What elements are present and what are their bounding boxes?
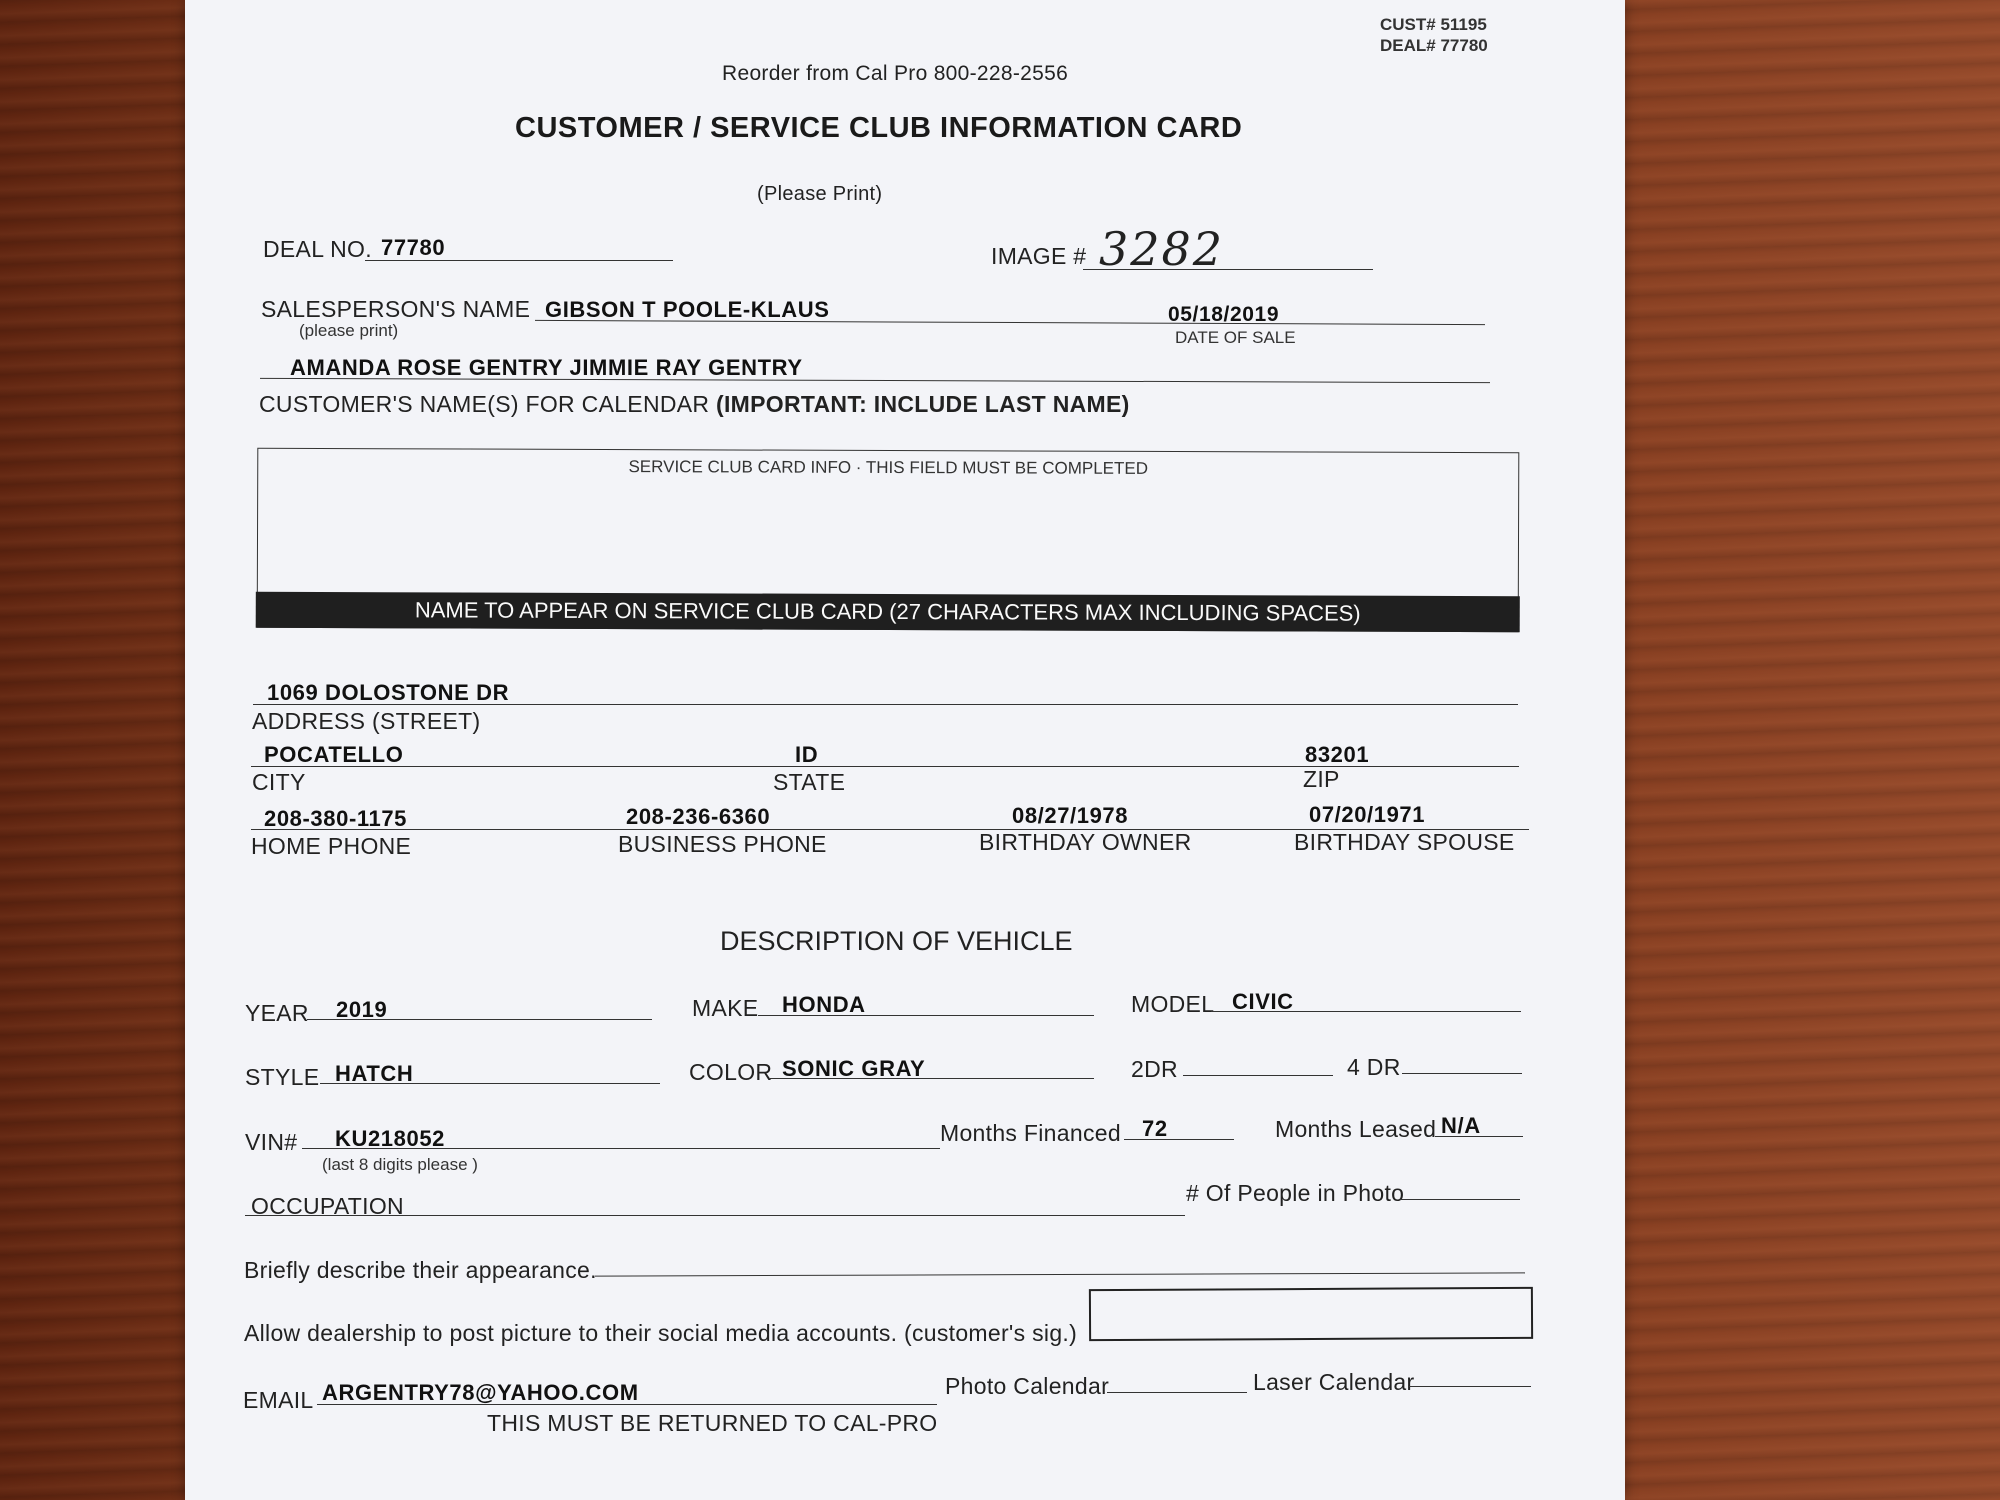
model-label: MODEL	[1131, 991, 1215, 1017]
email-value[interactable]: ARGENTRY78@YAHOO.COM	[322, 1380, 639, 1405]
vin-note: (last 8 digits please )	[322, 1155, 478, 1174]
street-label: ADDRESS (STREET)	[252, 708, 481, 734]
state-value[interactable]: ID	[795, 742, 819, 767]
street-value[interactable]: 1069 DOLOSTONE DR	[267, 680, 510, 705]
model-value[interactable]: CIVIC	[1232, 989, 1294, 1014]
color-value[interactable]: SONIC GRAY	[782, 1056, 926, 1081]
salesperson-sublabel: (please print)	[299, 321, 399, 340]
four-door-label: 4 DR	[1347, 1054, 1401, 1080]
months-leased-label: Months Leased	[1275, 1116, 1437, 1142]
months-financed-value[interactable]: 72	[1142, 1116, 1168, 1141]
zip-value[interactable]: 83201	[1305, 742, 1370, 767]
people-in-photo-label: # Of People in Photo	[1186, 1180, 1405, 1206]
color-label: COLOR	[689, 1059, 773, 1085]
business-phone-value[interactable]: 208-236-6360	[626, 804, 771, 829]
birthday-owner-label: BIRTHDAY OWNER	[979, 829, 1192, 855]
salesperson-label: SALESPERSON'S NAME	[261, 296, 531, 322]
city-value[interactable]: POCATELLO	[264, 742, 404, 767]
email-label: EMAIL	[243, 1387, 314, 1413]
vin-label: VIN#	[245, 1129, 298, 1155]
occupation-label: OCCUPATION	[251, 1193, 404, 1219]
home-phone-label: HOME PHONE	[251, 833, 412, 859]
business-phone-label: BUSINESS PHONE	[618, 831, 827, 857]
social-media-consent-label: Allow dealership to post picture to their social media accounts. (customer's sig.)	[244, 1320, 1078, 1346]
vin-value[interactable]: KU218052	[335, 1126, 445, 1151]
occupation-line[interactable]	[245, 1215, 1185, 1216]
cust-number: CUST# 51195	[1380, 15, 1487, 34]
customer-signature-box[interactable]	[1089, 1287, 1533, 1341]
service-card-heading: SERVICE CLUB CARD INFO · THIS FIELD MUST BE COMPLETED	[628, 457, 1149, 478]
customer-names-label: CUSTOMER'S NAME(S) FOR CALENDAR (IMPORTANT: INCLUDE LAST NAME)	[259, 391, 1130, 417]
salesperson-value[interactable]: GIBSON T POOLE-KLAUS	[545, 297, 830, 322]
months-leased-value[interactable]: N/A	[1441, 1113, 1481, 1138]
photo-calendar-label: Photo Calendar	[945, 1373, 1110, 1399]
service-card-banner: NAME TO APPEAR ON SERVICE CLUB CARD (27 CHARACTERS MAX INCLUDING SPACES)	[256, 592, 1520, 632]
date-of-sale-value[interactable]: 05/18/2019	[1168, 303, 1280, 326]
customer-names-value[interactable]: AMANDA ROSE GENTRY JIMMIE RAY GENTRY	[290, 355, 803, 380]
image-no-handwritten[interactable]: 3282	[1099, 222, 1225, 276]
months-financed-label: Months Financed	[940, 1120, 1121, 1146]
vehicle-heading: DESCRIPTION OF VEHICLE	[720, 926, 1073, 956]
birthday-owner-value[interactable]: 08/27/1978	[1012, 803, 1129, 828]
service-club-card-box[interactable]	[257, 448, 1520, 632]
card-ids	[1380, 14, 1488, 56]
style-label: STYLE	[245, 1064, 320, 1090]
laser-calendar-line[interactable]	[1409, 1386, 1531, 1387]
laser-calendar-label: Laser Calendar	[1253, 1369, 1415, 1395]
make-label: MAKE	[692, 995, 759, 1021]
two-door-line[interactable]	[1183, 1075, 1333, 1076]
city-label: CITY	[252, 769, 306, 795]
date-of-sale-label: DATE OF SALE	[1175, 328, 1296, 347]
zip-label: ZIP	[1303, 766, 1340, 792]
deal-number-corner: DEAL# 77780	[1380, 36, 1488, 55]
information-card	[185, 0, 1625, 1500]
please-print-note: (Please Print)	[757, 183, 883, 205]
birthday-spouse-value[interactable]: 07/20/1971	[1309, 802, 1426, 827]
state-label: STATE	[773, 769, 846, 795]
street-line	[253, 704, 1518, 705]
appearance-line[interactable]	[595, 1272, 1525, 1276]
four-door-line[interactable]	[1402, 1073, 1522, 1074]
people-in-photo-line[interactable]	[1400, 1199, 1520, 1200]
style-value[interactable]: HATCH	[335, 1061, 414, 1086]
home-phone-value[interactable]: 208-380-1175	[264, 806, 407, 831]
reorder-note: Reorder from Cal Pro 800-228-2556	[722, 62, 1069, 85]
year-value[interactable]: 2019	[336, 997, 388, 1022]
appearance-label: Briefly describe their appearance.	[244, 1257, 597, 1283]
birthday-spouse-label: BIRTHDAY SPOUSE	[1294, 829, 1515, 855]
image-no-label: IMAGE #	[991, 243, 1087, 269]
deal-no-label: DEAL NO.	[263, 236, 372, 262]
make-value[interactable]: HONDA	[782, 992, 866, 1017]
return-note: THIS MUST BE RETURNED TO CAL-PRO	[487, 1410, 938, 1436]
months-financed-line	[1124, 1139, 1234, 1140]
photo-calendar-line[interactable]	[1107, 1392, 1247, 1393]
two-door-label: 2DR	[1131, 1056, 1178, 1082]
page-title: CUSTOMER / SERVICE CLUB INFORMATION CARD	[515, 112, 1243, 144]
year-label: YEAR	[245, 1000, 309, 1026]
deal-no-value[interactable]: 77780	[381, 235, 446, 260]
